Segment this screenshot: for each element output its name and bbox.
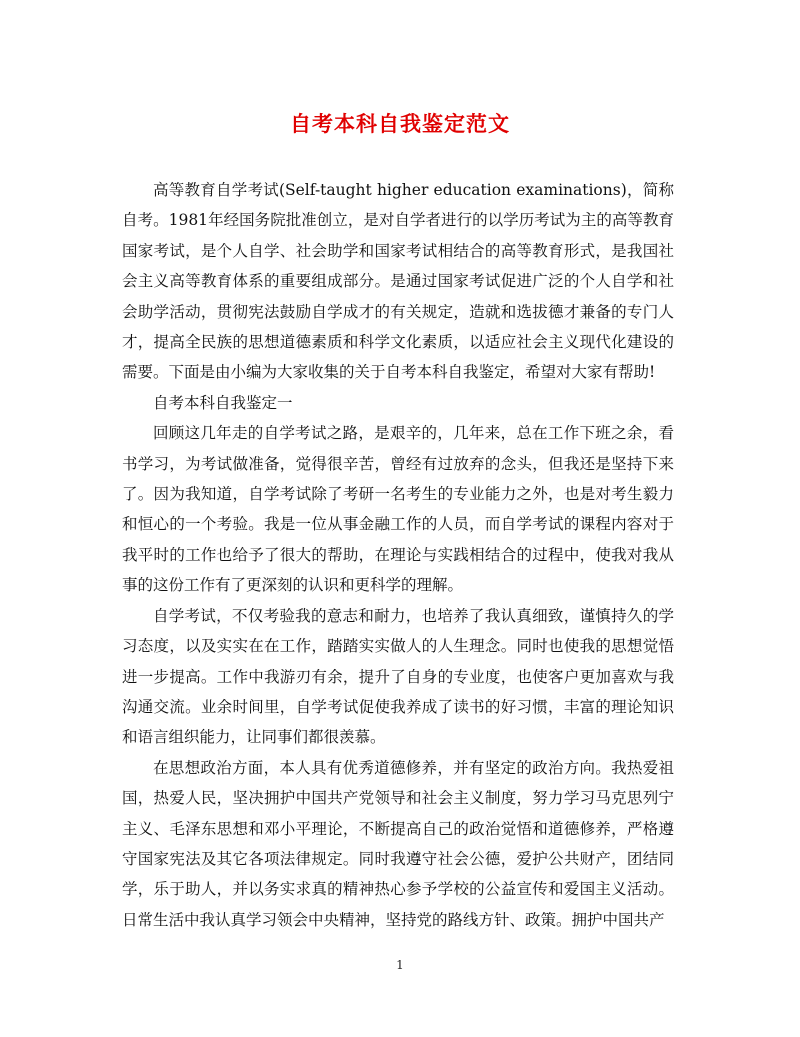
paragraph-self-study: 自学考试，不仅考验我的意志和耐力，也培养了我认真细致，谨慎持久的学习态度，以及实实在在工作，踏踏实实做人的人生理念。同时也使我的思想觉悟进一步提高。工作中我游刃有余，提升了自身的专业度，也使客户更加喜欢与我沟通交流。业余时间里，自学考试促使我养成了读书的好习惯，丰富的理论知识和语言组织能力，让同事们都很羡慕。 [122, 606, 674, 747]
page-number: 1 [396, 958, 404, 972]
paragraph-review: 回顾这几年走的自学考试之路，是艰辛的，几年来，总在工作下班之余，看书学习，为考试做准备，觉得很辛苦，曾经有过放弃的念头，但我还是坚持下来了。因为我知道，自学考试除了考研一名考生的专业能力之外，也是对考生毅力和恒心的一个考验。我是一位从事金融工作的人员，而自学考试的课程内容对于我平时的工作也给予了很大的帮助，在理论与实践相结合的过程中，使我对我从事的这份工作有了更深刻的认识和更科学的理解。 [122, 424, 674, 595]
paragraph-intro: 高等教育自学考试(Self-taught higher education examinations)，简称自考。1981年经国务院批准创立，是对自学者进行的以学历考试为主的高等教育国家考试，是个人自学、社会助学和国家考试相结合的高等教育形式，是我国社会主义高等教育体系的重要组成部分。是通过国家考试促进广泛的个人自学和社会助学活动，贯彻宪法鼓励自学成才的有关规定，造就和选拔德才兼备的专门人才，提高全民族的思想道德素质和科学文化素质，以适应社会主义现代化建设的需要。下面是由小编为大家收集的关于自考本科自我鉴定，希望对大家有帮助! [122, 181, 674, 382]
section-heading: 自考本科自我鉴定一 [153, 393, 293, 412]
document-title: 自考本科自我鉴定范文 [290, 111, 510, 136]
document-body [122, 175, 674, 935]
paragraph-politics: 在思想政治方面，本人具有优秀道德修养，并有坚定的政治方向。我热爱祖国，热爱人民，坚决拥护中国共产党领导和社会主义制度，努力学习马克思列宁主义、毛泽东思想和邓小平理论，不断提高自己的政治觉悟和道德修养，严格遵守国家宪法及其它各项法律规定。同时我遵守社会公德，爱护公共财产，团结同学，乐于助人，并以务实求真的精神热心参予学校的公益宣传和爱国主义活动。日常生活中我认真学习领会中央精神，坚持党的路线方针、政策。拥护中国共产 [122, 758, 674, 929]
